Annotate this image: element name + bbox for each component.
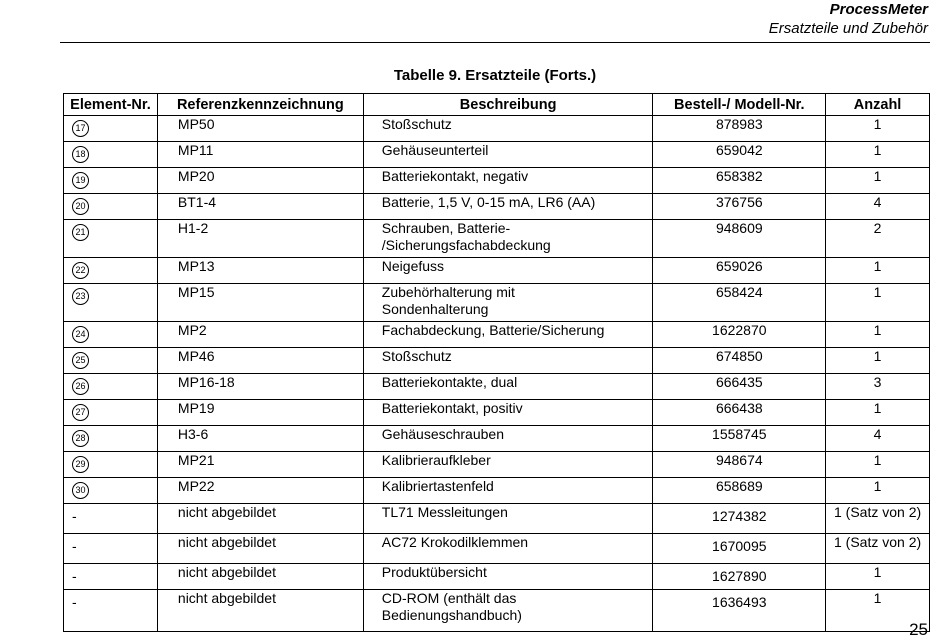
quantity-cell: 1 (Satz von 2): [826, 504, 930, 534]
part-number-cell: 1627890: [653, 564, 826, 590]
description-cell: [363, 478, 653, 504]
part-number-cell: 658382: [653, 168, 826, 194]
description-line: Zubehörhalterung mit: [381, 284, 515, 300]
description-line: Gehäuseunterteil: [381, 142, 489, 158]
description-cell: [363, 348, 653, 374]
description-line: Batterie, 1,5 V, 0-15 mA, LR6 (AA): [381, 194, 596, 210]
table-row: [64, 426, 930, 452]
description-line: Schrauben, Batterie-: [381, 220, 511, 236]
item-number-cell: [64, 348, 158, 374]
item-number-badge: 26: [72, 378, 89, 395]
quantity-cell: 1: [826, 168, 930, 194]
item-number-cell: [64, 168, 158, 194]
reference-cell: H3-6: [157, 426, 363, 452]
table-row: [64, 534, 930, 564]
col-header-item: Element-Nr.: [64, 94, 158, 116]
description-cell: [363, 322, 653, 348]
quantity-cell: 1: [826, 452, 930, 478]
reference-cell: nicht abgebildet: [157, 534, 363, 564]
table-row: [64, 374, 930, 400]
description-line: /Sicherungsfachabdeckung: [381, 237, 551, 253]
part-number-cell: 658424: [653, 284, 826, 322]
part-number-cell: 376756: [653, 194, 826, 220]
item-number-badge: 18: [72, 146, 89, 163]
table-row: [64, 478, 930, 504]
item-number-text: -: [72, 538, 77, 554]
part-number-cell: 659042: [653, 142, 826, 168]
col-header-part-number: Bestell-/ Modell-Nr.: [653, 94, 826, 116]
description-line: Batteriekontakte, dual: [381, 374, 518, 390]
quantity-cell: 1: [826, 258, 930, 284]
table-row: [64, 258, 930, 284]
description-line: Kalibrieraufkleber: [381, 452, 491, 468]
description-cell: [363, 590, 653, 632]
item-number-badge: 23: [72, 288, 89, 305]
description-cell: [363, 452, 653, 478]
description-line: Neigefuss: [381, 258, 445, 274]
description-cell: [363, 284, 653, 322]
part-number-cell: 659026: [653, 258, 826, 284]
reference-cell: MP21: [157, 452, 363, 478]
description-cell: [363, 534, 653, 564]
item-number-badge: 27: [72, 404, 89, 421]
item-number-cell: [64, 400, 158, 426]
item-number-badge: 28: [72, 430, 89, 447]
item-number-cell: [64, 258, 158, 284]
item-number-badge: 30: [72, 482, 89, 499]
item-number-cell: [64, 284, 158, 322]
quantity-cell: 1: [826, 142, 930, 168]
description-line: Batteriekontakt, negativ: [381, 168, 529, 184]
table-row: [64, 564, 930, 590]
quantity-cell: 1: [826, 284, 930, 322]
reference-cell: MP20: [157, 168, 363, 194]
item-number-cell: [64, 564, 158, 590]
table-row: [64, 322, 930, 348]
quantity-cell: 3: [826, 374, 930, 400]
quantity-cell: 1: [826, 322, 930, 348]
item-number-badge: 24: [72, 326, 89, 343]
item-number-cell: [64, 504, 158, 534]
table-row: [64, 452, 930, 478]
item-number-cell: [64, 452, 158, 478]
table-row: [64, 116, 930, 142]
parts-table: [63, 93, 930, 632]
table-header-row: [64, 94, 930, 116]
item-number-cell: [64, 220, 158, 258]
description-cell: [363, 564, 653, 590]
reference-cell: MP13: [157, 258, 363, 284]
item-number-cell: [64, 116, 158, 142]
item-number-text: -: [72, 594, 77, 610]
part-number-cell: 1622870: [653, 322, 826, 348]
description-cell: [363, 426, 653, 452]
table-row: [64, 504, 930, 534]
quantity-cell: 1: [826, 400, 930, 426]
description-line: TL71 Messleitungen: [381, 504, 508, 520]
col-header-description: Beschreibung: [363, 94, 653, 116]
part-number-cell: 666435: [653, 374, 826, 400]
item-number-badge: 22: [72, 262, 89, 279]
header-title: ProcessMeter: [829, 1, 928, 18]
reference-cell: nicht abgebildet: [157, 590, 363, 632]
col-header-quantity: Anzahl: [826, 94, 930, 116]
item-number-cell: [64, 322, 158, 348]
page-number: 25: [909, 620, 928, 639]
item-number-cell: [64, 142, 158, 168]
description-line: Produktübersicht: [381, 564, 487, 580]
table-row: [64, 284, 930, 322]
description-line: Gehäuseschrauben: [381, 426, 504, 442]
description-cell: [363, 142, 653, 168]
table-row: [64, 142, 930, 168]
quantity-cell: 2: [826, 220, 930, 258]
description-cell: [363, 194, 653, 220]
part-number-cell: 674850: [653, 348, 826, 374]
item-number-cell: [64, 194, 158, 220]
reference-cell: BT1-4: [157, 194, 363, 220]
part-number-cell: 1670095: [653, 534, 826, 564]
item-number-cell: [64, 590, 158, 632]
item-number-cell: [64, 426, 158, 452]
reference-cell: MP50: [157, 116, 363, 142]
description-line: CD-ROM (enthält das: [381, 590, 517, 606]
part-number-cell: 1558745: [653, 426, 826, 452]
reference-cell: MP16-18: [157, 374, 363, 400]
description-line: AC72 Krokodilklemmen: [381, 534, 529, 550]
quantity-cell: 1 (Satz von 2): [826, 534, 930, 564]
description-cell: [363, 504, 653, 534]
description-cell: [363, 374, 653, 400]
part-number-cell: 666438: [653, 400, 826, 426]
item-number-cell: [64, 534, 158, 564]
description-line: Kalibriertastenfeld: [381, 478, 494, 494]
description-cell: [363, 220, 653, 258]
header-subtitle: Ersatzteile und Zubehör: [768, 20, 928, 37]
item-number-badge: 20: [72, 198, 89, 215]
item-number-badge: 21: [72, 224, 89, 241]
part-number-cell: 1636493: [653, 590, 826, 632]
description-line: Batteriekontakt, positiv: [381, 400, 523, 416]
reference-cell: MP46: [157, 348, 363, 374]
reference-cell: MP11: [157, 142, 363, 168]
table-caption: Tabelle 9. Ersatzteile (Forts.): [393, 67, 597, 84]
quantity-cell: 4: [826, 194, 930, 220]
reference-cell: MP19: [157, 400, 363, 426]
table-row: [64, 400, 930, 426]
part-number-cell: 878983: [653, 116, 826, 142]
table-row: [64, 220, 930, 258]
part-number-cell: 658689: [653, 478, 826, 504]
table-row: [64, 194, 930, 220]
item-number-badge: 25: [72, 352, 89, 369]
table-body: [64, 116, 930, 632]
part-number-cell: 948609: [653, 220, 826, 258]
description-cell: [363, 258, 653, 284]
table-row: [64, 168, 930, 194]
item-number-badge: 17: [72, 120, 89, 137]
item-number-text: -: [72, 508, 77, 524]
description-line: Stoßschutz: [381, 348, 452, 364]
item-number-cell: [64, 478, 158, 504]
item-number-cell: [64, 374, 158, 400]
description-cell: [363, 116, 653, 142]
quantity-cell: 4: [826, 426, 930, 452]
quantity-cell: 1: [826, 590, 930, 632]
reference-cell: nicht abgebildet: [157, 504, 363, 534]
reference-cell: MP22: [157, 478, 363, 504]
header-rule: [60, 42, 930, 43]
description-line: Fachabdeckung, Batterie/Sicherung: [381, 322, 605, 338]
reference-cell: nicht abgebildet: [157, 564, 363, 590]
part-number-cell: 1274382: [653, 504, 826, 534]
table-row: [64, 590, 930, 632]
quantity-cell: 1: [826, 564, 930, 590]
quantity-cell: 1: [826, 478, 930, 504]
quantity-cell: 1: [826, 348, 930, 374]
quantity-cell: 1: [826, 116, 930, 142]
part-number-cell: 948674: [653, 452, 826, 478]
item-number-text: -: [72, 568, 77, 584]
description-cell: [363, 168, 653, 194]
description-line: Sondenhalterung: [381, 301, 489, 317]
reference-cell: MP15: [157, 284, 363, 322]
reference-cell: H1-2: [157, 220, 363, 258]
item-number-badge: 29: [72, 456, 89, 473]
item-number-badge: 19: [72, 172, 89, 189]
description-cell: [363, 400, 653, 426]
running-header: [769, 0, 928, 38]
table-row: [64, 348, 930, 374]
col-header-reference: Referenzkennzeichnung: [157, 94, 363, 116]
reference-cell: MP2: [157, 322, 363, 348]
description-line: Bedienungshandbuch): [381, 607, 522, 623]
description-line: Stoßschutz: [381, 116, 452, 132]
